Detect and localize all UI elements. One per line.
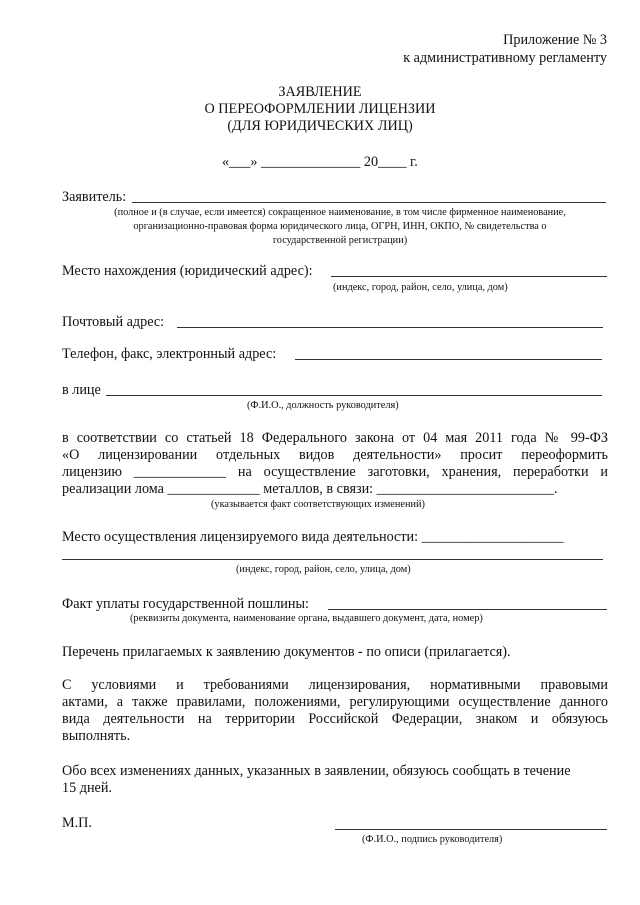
appendix-number: Приложение № 3 [503, 32, 607, 48]
regulation-reference: к административному регламенту [403, 50, 607, 66]
changes-line-1: Обо всех изменениях данных, указанных в заявлении, обязуюсь сообщать в течение [62, 763, 571, 779]
applicant-label: Заявитель: [62, 189, 127, 205]
title-subject: О ПЕРЕОФОРМЛЕНИИ ЛИЦЕНЗИИ [204, 101, 436, 117]
date-field[interactable]: «___» ______________ 20____ г. [222, 154, 418, 170]
person-input-line[interactable] [106, 395, 602, 396]
body-line-3: лицензию _____________ на осуществление заготовки, хранения, переработки и [62, 464, 608, 480]
stamp-label: М.П. [62, 815, 92, 831]
body-line-1: в соответствии со статьей 18 Федерального закона от 04 мая 2011 года № 99-ФЗ [62, 430, 608, 446]
activity-place-input-line[interactable] [62, 559, 603, 560]
body-line-4: реализации лома _____________ металлов, в связи: _________________________. [62, 481, 558, 497]
changes-hint: (указывается факт соответствующих изменений) [211, 499, 425, 510]
location-label: Место нахождения (юридический адрес): [62, 263, 313, 279]
contacts-label: Телефон, факс, электронный адрес: [62, 346, 277, 362]
activity-place-hint: (индекс, город, район, село, улица, дом) [236, 564, 411, 575]
signature-input-line[interactable] [335, 829, 607, 830]
location-hint: (индекс, город, район, село, улица, дом) [333, 282, 508, 293]
conditions-line-2: актами, а также правилами, положениями, регулирующими осуществление данного [62, 694, 608, 710]
location-input-line[interactable] [331, 276, 607, 277]
changes-line-2: 15 дней. [62, 780, 112, 796]
person-hint: (Ф.И.О., должность руководителя) [247, 400, 399, 411]
contacts-input-line[interactable] [295, 359, 602, 360]
title-scope: (ДЛЯ ЮРИДИЧЕСКИХ ЛИЦ) [227, 118, 413, 134]
conditions-line-3: вида деятельности на территории Российской Федерации, знаком и обязуюсь [62, 711, 608, 727]
fee-hint: (реквизиты документа, наименование органа, выдавшего документ, дата, номер) [130, 613, 483, 624]
applicant-hint-2: организационно-правовая форма юридического лица, ОГРН, ИНН, ОКПО, № свидетельства о [133, 221, 547, 232]
conditions-line-4: выполнять. [62, 728, 131, 744]
applicant-input-line[interactable] [132, 202, 606, 203]
fee-input-line[interactable] [328, 609, 607, 610]
title-statement: ЗАЯВЛЕНИЕ [278, 84, 362, 100]
postal-label: Почтовый адрес: [62, 314, 165, 330]
conditions-line-1: С условиями и требованиями лицензирования, нормативными правовыми [62, 677, 608, 693]
person-label: в лице [62, 382, 101, 398]
fee-label: Факт уплаты государственной пошлины: [62, 596, 309, 612]
postal-input-line[interactable] [177, 327, 603, 328]
signature-hint: (Ф.И.О., подпись руководителя) [362, 834, 503, 845]
documents-list-text: Перечень прилагаемых к заявлению документов - по описи (прилагается). [62, 644, 511, 660]
applicant-hint-3: государственной регистрации) [272, 235, 408, 246]
applicant-hint-1: (полное и (в случае, если имеется) сокращенное наименование, в том числе фирменное наименование, [114, 207, 566, 218]
body-line-2: «О лицензировании отдельных видов деятельности» просит переоформить [62, 447, 608, 463]
activity-place-label: Место осуществления лицензируемого вида деятельности: ____________________ [62, 529, 564, 545]
